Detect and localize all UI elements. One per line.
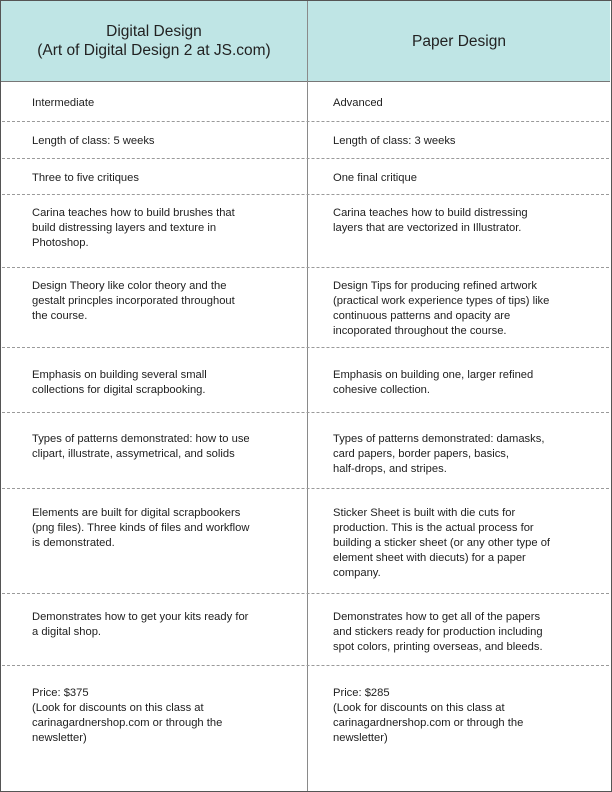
digital-cell: Carina teaches how to build brushes that build distressing layers and texture in Photoshop. xyxy=(32,207,235,249)
row-divider xyxy=(2,488,609,489)
digital-cell: Types of patterns demonstrated: how to use clipart, illustrate, assymetrical, and solids xyxy=(32,433,250,460)
paper-cell: Price: $285 (Look for discounts on this class at carinagardnershop.com or through the newsletter) xyxy=(333,687,524,744)
row-divider xyxy=(2,267,609,268)
digital-cell: Demonstrates how to get your kits ready for a digital shop. xyxy=(32,611,249,638)
digital-cell: Intermediate xyxy=(32,97,95,109)
paper-cell: Advanced xyxy=(333,97,383,109)
row-divider xyxy=(2,593,609,594)
paper-cell: Length of class: 3 weeks xyxy=(333,135,456,147)
paper-cell: Demonstrates how to get all of the papers and stickers ready for production including spot colors, printing overseas, and bleeds. xyxy=(333,611,543,653)
row-divider xyxy=(2,347,609,348)
digital-cell: Elements are built for digital scrapbookers (png files). Three kinds of files and workflow is demonstrated. xyxy=(32,507,250,549)
header-digital-design: Digital Design (Art of Digital Design 2 at JS.com) xyxy=(37,23,271,59)
row-divider xyxy=(2,158,609,159)
paper-cell: Carina teaches how to build distressing layers that are vectorized in Illustrator. xyxy=(333,207,528,234)
digital-cell: Emphasis on building several small collections for digital scrapbooking. xyxy=(32,369,207,396)
digital-cell: Price: $375 (Look for discounts on this class at carinagardnershop.com or through the newsletter) xyxy=(32,687,223,744)
row-divider xyxy=(2,665,609,666)
digital-cell: Length of class: 5 weeks xyxy=(32,135,155,147)
paper-cell: Emphasis on building one, larger refined cohesive collection. xyxy=(333,369,534,396)
digital-cell: Three to five critiques xyxy=(32,172,139,184)
row-divider xyxy=(2,194,609,195)
table-header xyxy=(1,1,610,82)
column-divider xyxy=(307,1,308,791)
paper-cell: Types of patterns demonstrated: damasks, card papers, border papers, basics, half-drops, and stripes. xyxy=(333,433,545,475)
digital-cell: Design Theory like color theory and the gestalt princples incorporated throughout the course. xyxy=(32,280,235,322)
row-divider xyxy=(2,121,609,122)
row-divider xyxy=(2,412,609,413)
paper-cell: One final critique xyxy=(333,172,417,184)
header-paper-design: Paper Design xyxy=(412,32,506,50)
paper-cell: Sticker Sheet is built with die cuts for production. This is the actual process for building a sticker sheet (or any other type of element sheet with diecuts) for a paper company. xyxy=(333,507,551,579)
paper-cell: Design Tips for producing refined artwork (practical work experience types of tips) like continuous patterns and opacity are incoporated throughout the course. xyxy=(333,280,550,337)
